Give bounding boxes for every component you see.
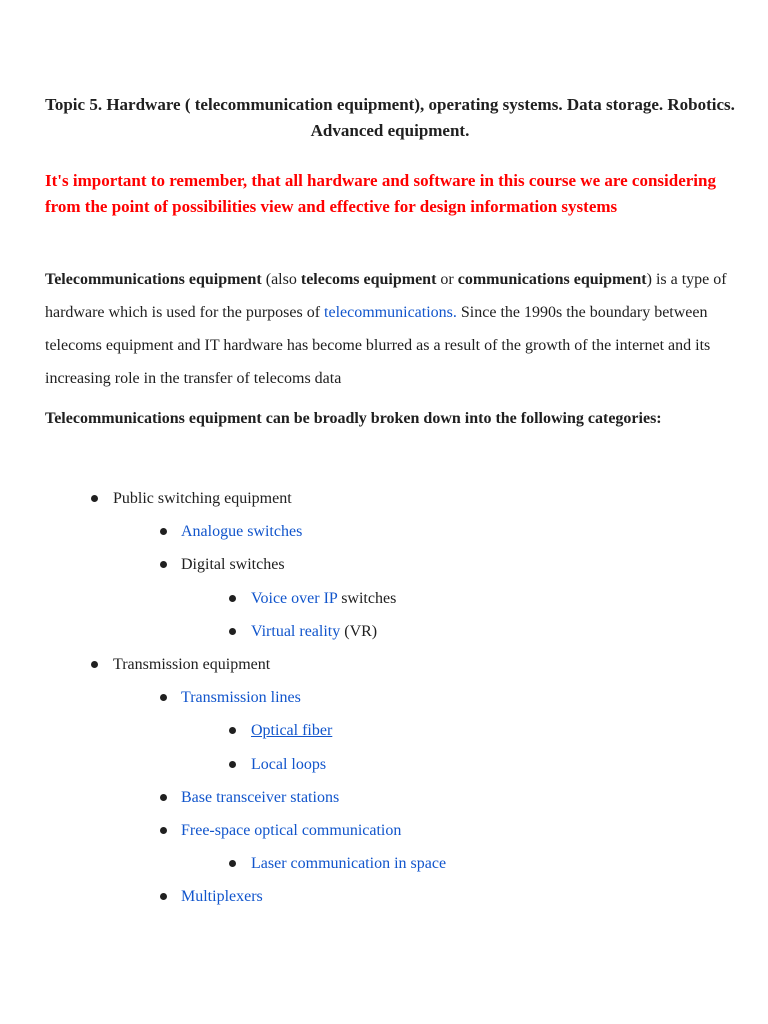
bullet-icon xyxy=(229,595,236,602)
list-item xyxy=(0,847,446,880)
page-title: Topic 5. Hardware ( telecommunication equipment), operating systems. Data storage. Robotics. Advanced equipment. xyxy=(45,95,735,140)
list-item-label: switches xyxy=(337,589,397,607)
optical-fiber-link[interactable]: Optical fiber xyxy=(251,722,333,740)
list-item-label: Transmission equipment xyxy=(113,655,271,673)
bullet-icon xyxy=(91,661,98,668)
list-item xyxy=(0,714,446,747)
telecommunications-link[interactable]: telecommunications. xyxy=(324,304,457,321)
free-space-optical-link[interactable]: Free-space optical communication xyxy=(181,821,402,839)
list-item xyxy=(0,748,446,781)
bullet-icon xyxy=(229,761,236,768)
intro-text-3: ) is a type of hardware which is used for the purposes of xyxy=(45,271,727,321)
transmission-lines-link[interactable]: Transmission lines xyxy=(181,689,301,707)
list-item xyxy=(0,648,446,681)
bullet-icon xyxy=(229,628,236,635)
bullet-icon xyxy=(160,561,167,568)
bullet-icon xyxy=(160,827,167,834)
laser-communication-link[interactable]: Laser communication in space xyxy=(251,855,447,873)
virtual-reality-link[interactable]: Virtual reality xyxy=(251,622,341,640)
list-item xyxy=(0,515,446,548)
bullet-icon xyxy=(91,495,98,502)
list-item-label: (VR) xyxy=(340,622,378,640)
categories-list xyxy=(0,482,446,913)
list-item xyxy=(0,615,446,648)
bullet-icon xyxy=(160,694,167,701)
intro-text-4: Since the 1990s the boundary between telecoms equipment and IT hardware has become blurred as a result of the growth of the internet and its increasing role in the transfer of telecoms data xyxy=(45,304,711,387)
local-loops-link[interactable]: Local loops xyxy=(251,755,327,773)
list-item xyxy=(0,548,446,581)
bullet-icon xyxy=(160,528,167,535)
important-notice: It's important to remember, that all hardware and software in this course we are considering from the point of possibilities view and effective for design information systems xyxy=(45,171,716,216)
list-item xyxy=(0,781,446,814)
analogue-switches-link[interactable]: Analogue switches xyxy=(181,523,303,541)
term-telecommunications-equipment: Telecommunications equipment xyxy=(45,271,262,288)
list-item xyxy=(0,814,446,847)
list-item xyxy=(0,681,446,714)
multiplexers-link[interactable]: Multiplexers xyxy=(181,888,263,906)
intro-text-1: (also xyxy=(261,271,301,288)
list-item-label: Digital switches xyxy=(181,556,285,574)
term-communications-equipment: communications equipment xyxy=(457,271,647,288)
list-item-label: Public switching equipment xyxy=(113,490,292,507)
intro-text-2: or xyxy=(436,271,458,288)
intro-paragraph xyxy=(45,263,735,395)
list-item xyxy=(0,582,446,615)
bullet-icon xyxy=(229,860,236,867)
bullet-icon xyxy=(160,893,167,900)
bullet-icon xyxy=(229,727,236,734)
list-item xyxy=(0,880,446,913)
bullet-icon xyxy=(160,794,167,801)
voice-over-ip-link[interactable]: Voice over IP xyxy=(251,589,338,607)
categories-heading: Telecommunications equipment can be broadly broken down into the following categories: xyxy=(45,410,662,427)
term-telecoms-equipment: telecoms equipment xyxy=(300,271,437,288)
list-item xyxy=(0,482,446,515)
base-transceiver-stations-link[interactable]: Base transceiver stations xyxy=(181,788,340,806)
